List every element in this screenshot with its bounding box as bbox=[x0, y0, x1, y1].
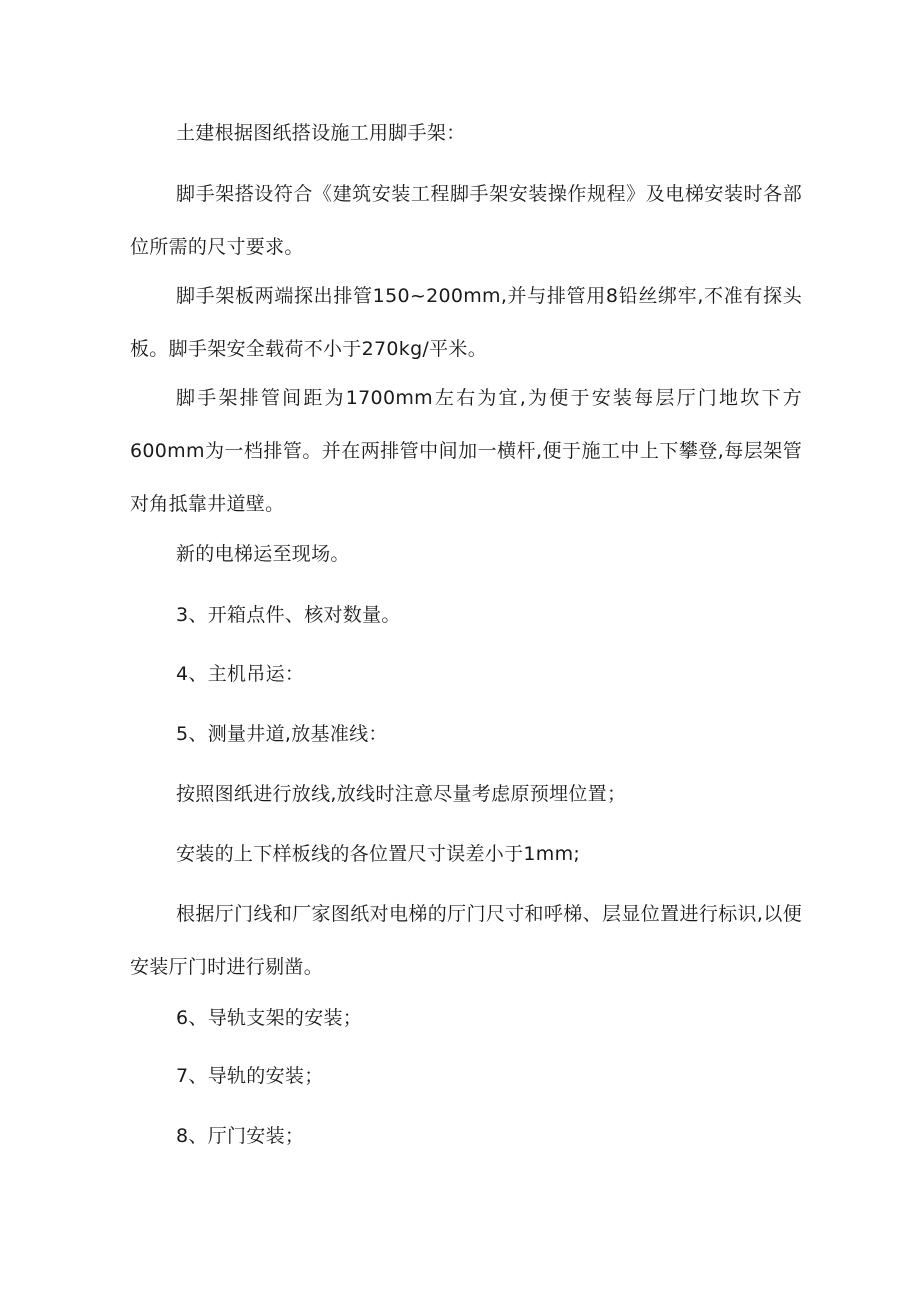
paragraph-step-3: 3、开箱点件、核对数量。 bbox=[176, 604, 401, 626]
paragraph-step-6: 6、导轨支架的安装； bbox=[176, 1007, 363, 1029]
paragraph-hall-door-marking: 根据厅门线和厂家图纸对电梯的厅门尺寸和呼梯、层显位置进行标识,以便安装厅门时进行剔凿。 bbox=[130, 903, 802, 978]
paragraph-step-7: 7、导轨的安装； bbox=[176, 1065, 324, 1087]
paragraph-scaffold-board: 脚手架板两端探出排管150~200mm,并与排管用8铅丝绑牢,不准有探头板。脚手架安全载荷不小于270kg/平米。 bbox=[130, 285, 802, 360]
paragraph-scaffold-setup: 土建根据图纸搭设施工用脚手架： bbox=[176, 122, 466, 144]
paragraph-step-8: 8、厅门安装； bbox=[176, 1125, 305, 1147]
paragraph-template-lines: 安装的上下样板线的各位置尺寸误差小于1mm; bbox=[176, 843, 581, 865]
paragraph-step-4: 4、主机吊运： bbox=[176, 663, 305, 685]
paragraph-step-5: 5、测量井道,放基准线： bbox=[176, 723, 388, 745]
paragraph-scaffold-spacing: 脚手架排管间距为1700mm左右为宜,为便于安装每层厅门地坎下方600mm为一档排管。并在两排管中间加一横杆,便于施工中上下攀登,每层架管对角抵靠井道壁。 bbox=[130, 387, 802, 515]
paragraph-layout-lines: 按照图纸进行放线,放线时注意尽量考虑原预埋位置； bbox=[176, 783, 627, 805]
paragraph-elevator-delivery: 新的电梯运至现场。 bbox=[176, 543, 350, 565]
paragraph-scaffold-standard: 脚手架搭设符合《建筑安装工程脚手架安装操作规程》及电梯安装时各部位所需的尺寸要求。 bbox=[130, 183, 802, 258]
